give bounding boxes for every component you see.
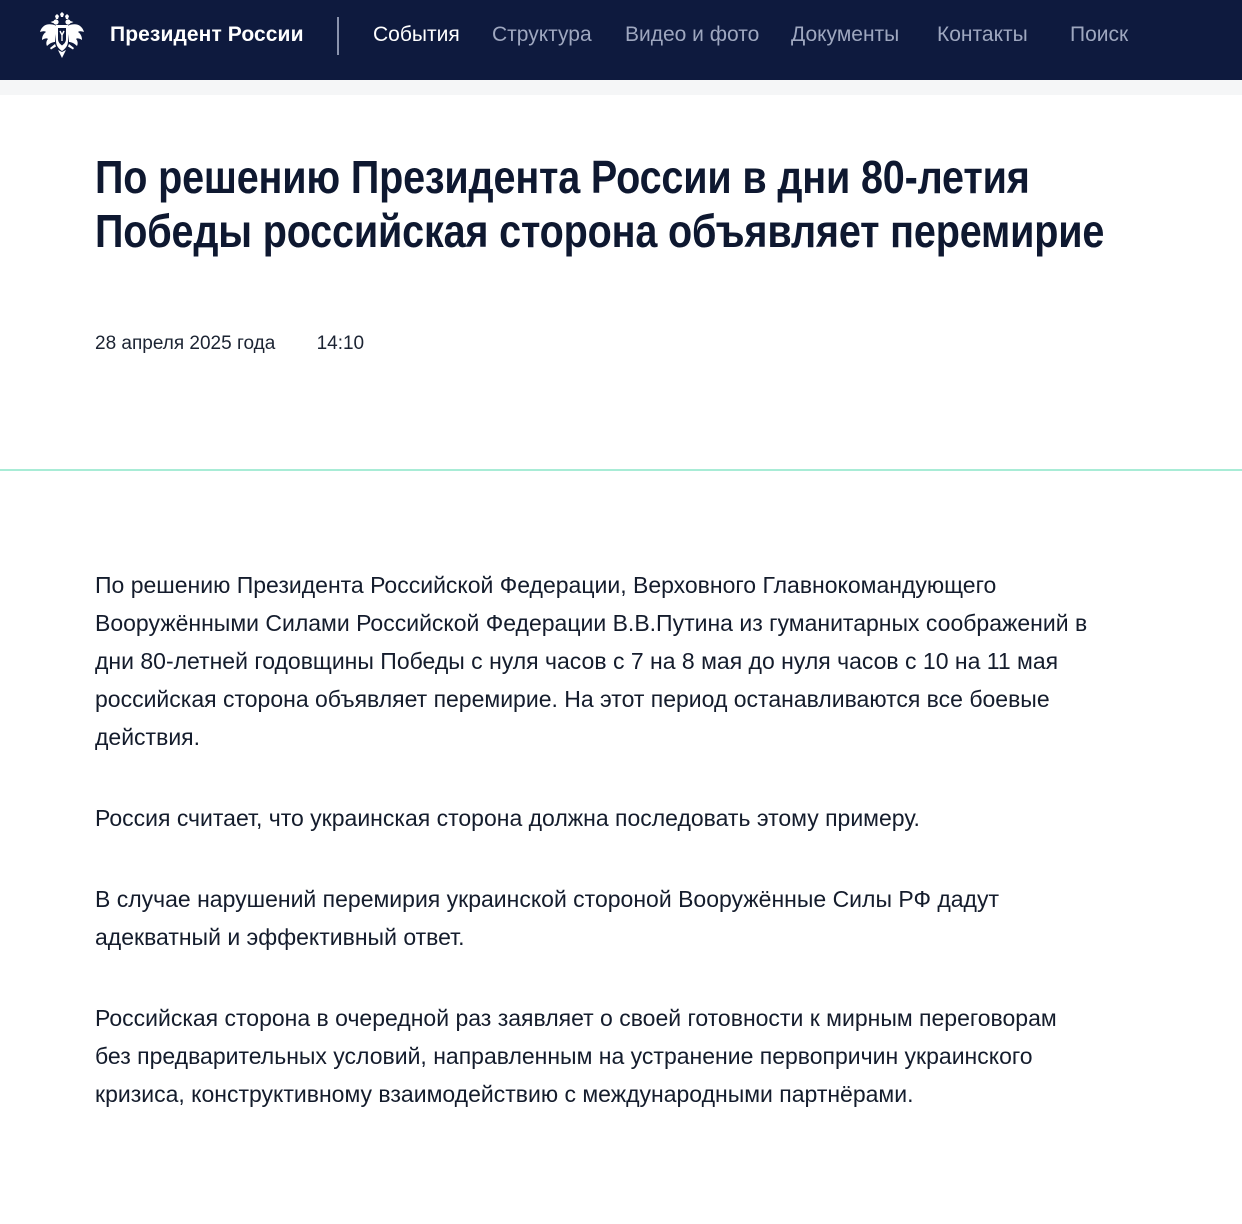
article-paragraph: Российская сторона в очередной раз заявляет о своей готовности к мирным переговорам без предварительных условий, направленным на устранение первопричин украинского кризиса, конструктивному взаимодействию с международными партнёрами. xyxy=(95,1005,1057,1107)
section-divider xyxy=(0,469,1242,471)
article-paragraph: По решению Президента Российской Федерации, Верховного Главнокомандующего Вооружёнными Силами Российской Федерации В.В.Путина из гуманитарных соображений в дни 80-летней годовщины Победы с нуля часов с 7 на 8 мая до нуля часов с 10 на 11 мая российская сторона объявляет перемирие. На этот период останавливаются все боевые действия. xyxy=(95,572,1088,750)
nav-item-contacts[interactable]: Контакты xyxy=(937,23,1028,46)
double-headed-eagle-icon[interactable] xyxy=(38,12,86,60)
header-divider xyxy=(337,17,339,55)
article-meta xyxy=(95,332,364,356)
article-body xyxy=(95,566,1095,1156)
article-time: 14:10 xyxy=(316,333,365,354)
site-title[interactable]: Президент России xyxy=(110,23,304,46)
article-paragraph: В случае нарушений перемирия украинской стороной Вооружённые Силы РФ дадут адекватный и эффективный ответ. xyxy=(95,886,999,950)
article-paragraph: Россия считает, что украинская сторона должна последовать этому примеру. xyxy=(95,805,920,831)
nav-item-events[interactable]: События xyxy=(373,23,460,46)
top-navigation-bar xyxy=(0,0,1242,80)
article-title: По решению Президента России в дни 80-летия Победы российская сторона объявляет перемирие xyxy=(95,151,1105,257)
header-subband xyxy=(0,80,1242,95)
nav-item-documents[interactable]: Документы xyxy=(791,23,900,46)
nav-item-structure[interactable]: Структура xyxy=(492,23,592,46)
article-date: 28 апреля 2025 года xyxy=(95,333,276,354)
nav-item-video-photo[interactable]: Видео и фото xyxy=(625,23,760,46)
nav-item-search[interactable]: Поиск xyxy=(1070,23,1129,46)
